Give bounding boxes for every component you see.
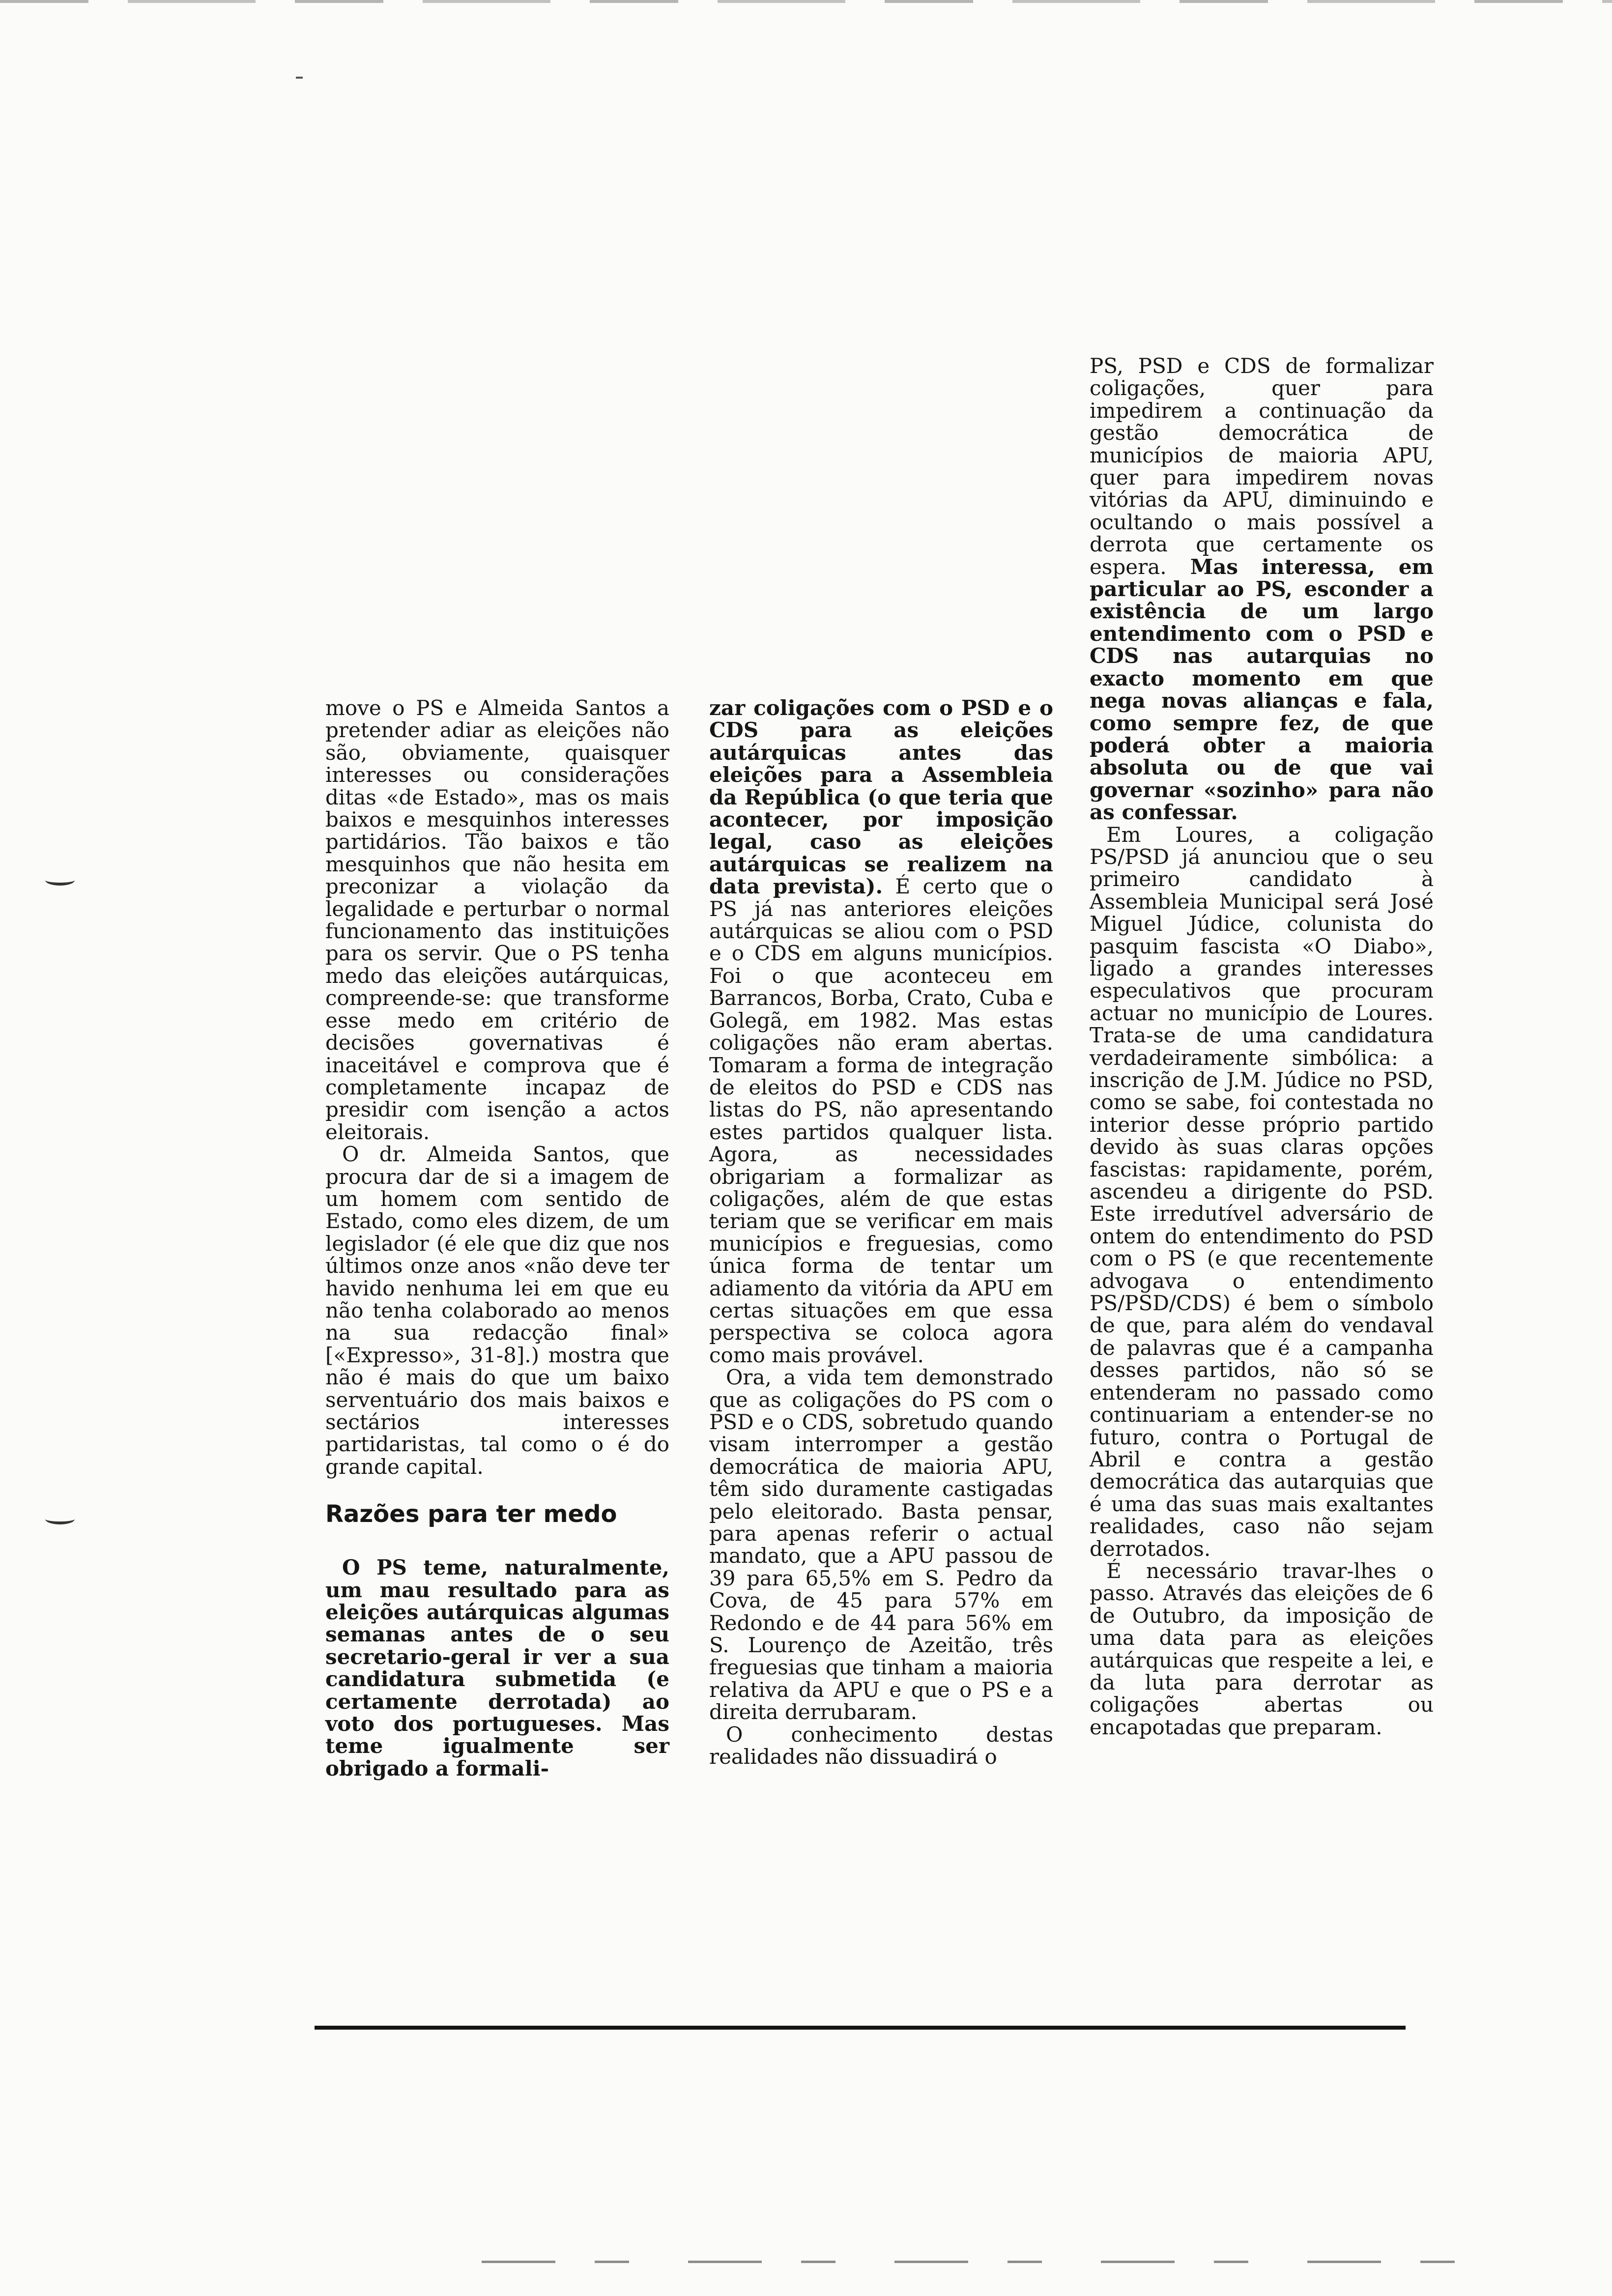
paragraph xyxy=(1090,355,1434,824)
bottom-rule xyxy=(315,2026,1406,2030)
scan-speck xyxy=(296,77,303,79)
subheading: Razões para ter medo xyxy=(325,1500,617,1528)
scan-top-edge xyxy=(0,0,1612,3)
paragraph: Em Loures, a coligação PS/PSD já anunciou que o seu primeiro candidato à Assembleia Municipal será José Miguel Júdice, colunista do pasquim fascista «O Diabo», ligado a grandes interesses especulativos que procuram actuar no município de Loures. Trata-se de uma candidatura verdadeiramente simbólica: a inscrição de J.M. Júdice no PSD, como se sabe, foi contestada no interior desse próprio partido devido às suas claras opções fascistas: rapidamente, porém, ascendeu a dirigente do PSD. Este irredutível adversário de ontem do entendimento do PSD com o PS (e que recentemente advogava o entendimento PS/PSD/CDS) é bem o símbolo de que, para além do vendaval de palavras que é a campanha desses partidos, não só se entenderam no passado como continuariam a entender-se no futuro, contra o Portugal de Abril e contra a gestão democrática das autarquias que é uma das suas mais exaltantes realidades, caso não sejam derrotados. xyxy=(1090,822,1434,1561)
margin-mark xyxy=(45,875,75,886)
paragraph: move o PS e Almeida Santos a pretender adiar as eleições não são, obviamente, quaisquer interesses ou considerações ditas «de Estado», mas os mais baixos e mesquinhos interesses partidários. Tão baixos e tão mesquinhos que não hesita em preconizar a violação da legalidade e perturbar o normal funcionamento das instituições para os servir. Que o PS tenha medo das eleições autárquicas, compreende-se: que transforme esse medo em critério de decisões governativas é inaceitável e comprova que é completamente incapaz de presidir com isenção a actos eleitorais. xyxy=(325,696,669,1144)
bold-text: Mas interessa, em particular ao PS, esconder a existência de um largo entendimento com o PSD e CDS nas autarquias no exacto momento em que nega novas alianças e fala, como sempre fez, de que poderá obter a maioria absoluta ou de que vai governar «sozinho» para não as confessar. xyxy=(1090,554,1434,825)
paragraph: O dr. Almeida Santos, que procura dar de si a imagem de um homem com sentido de Estado, como eles dizem, de um legislador (é ele que diz que nos últimos onze anos «não deve ter havido nenhuma lei em que eu não tenha colaborado ao menos na sua redacção final» [«Expresso», 31-8].) mostra que não é mais do que um baixo serventuário dos mais baixos e sectários interesses partidaristas, tal como o é do grande capital. xyxy=(325,1142,669,1479)
article-column-2 xyxy=(709,697,1053,1768)
paragraph xyxy=(709,697,1053,1366)
paragraph: O conhecimento destas realidades não dissuadirá o xyxy=(709,1722,1053,1769)
paragraph: Ora, a vida tem demonstrado que as coligações do PS com o PSD e o CDS, sobretudo quando visam interromper a gestão democrática de maioria APU, têm sido duramente castigadas pelo eleitorado. Basta pensar, para apenas referir o actual mandato, que a APU passou de 39 para 65,5% em S. Pedro da Cova, de 45 para 57% em Redondo e de 44 para 56% em S. Lourenço de Azeitão, três freguesias que tinham a maioria relativa da APU e que o PS e a direita derrubaram. xyxy=(709,1365,1053,1724)
paragraph-bold: O PS teme, naturalmente, um mau resultado para as eleições autárquicas algumas semanas antes de o seu secretario-geral ir ver a sua candidatura submetida (e certamente derrotada) ao voto dos portugueses. Mas teme igualmente ser obrigado a formali- xyxy=(325,1555,669,1780)
body-text: É certo que o PS já nas anteriores eleições autárquicas se aliou com o PSD e o CDS em alguns municípios. Foi o que aconteceu em Barrancos, Borba, Crato, Cuba e Golegã, em 1982. Mas estas coligações não eram abertas. Tomaram a forma de integração de eleitos do PSD e CDS nas listas do PS, não apresentando estes partidos qualquer lista. Agora, as necessidades obrigariam a formalizar as coligações, além de que estas teriam que se verificar em mais municípios e freguesias, como única forma de tentar um adiamento da vitória da APU em certas situações em que essa perspectiva se coloca agora como mais provável. xyxy=(709,874,1053,1367)
margin-mark xyxy=(45,1514,75,1524)
paragraph: É necessário travar-lhes o passo. Através das eleições de 6 de Outubro, da imposição de uma data para as eleições autárquicas que respeite a lei, e da luta para derrotar as coligações abertas ou encapotadas que preparam. xyxy=(1090,1558,1434,1739)
article-column-1 xyxy=(325,697,669,1779)
scan-bottom-edge xyxy=(482,2261,1514,2263)
body-text: PS, PSD e CDS de formalizar coligações, quer para impedirem a continuação da gestão democrática de municípios de maioria APU, quer para impedirem novas vitórias da APU, diminuindo e ocultando o mais possível a derrota que certamente os espera. xyxy=(1090,354,1434,579)
bold-text: zar coligações com o PSD e o CDS para as eleições autárquicas antes das eleições para a Assembleia da República (o que teria que acontecer, por imposição legal, caso as eleições autárquicas se realizem na data prevista). xyxy=(709,696,1053,899)
article-column-3 xyxy=(1090,355,1434,1738)
